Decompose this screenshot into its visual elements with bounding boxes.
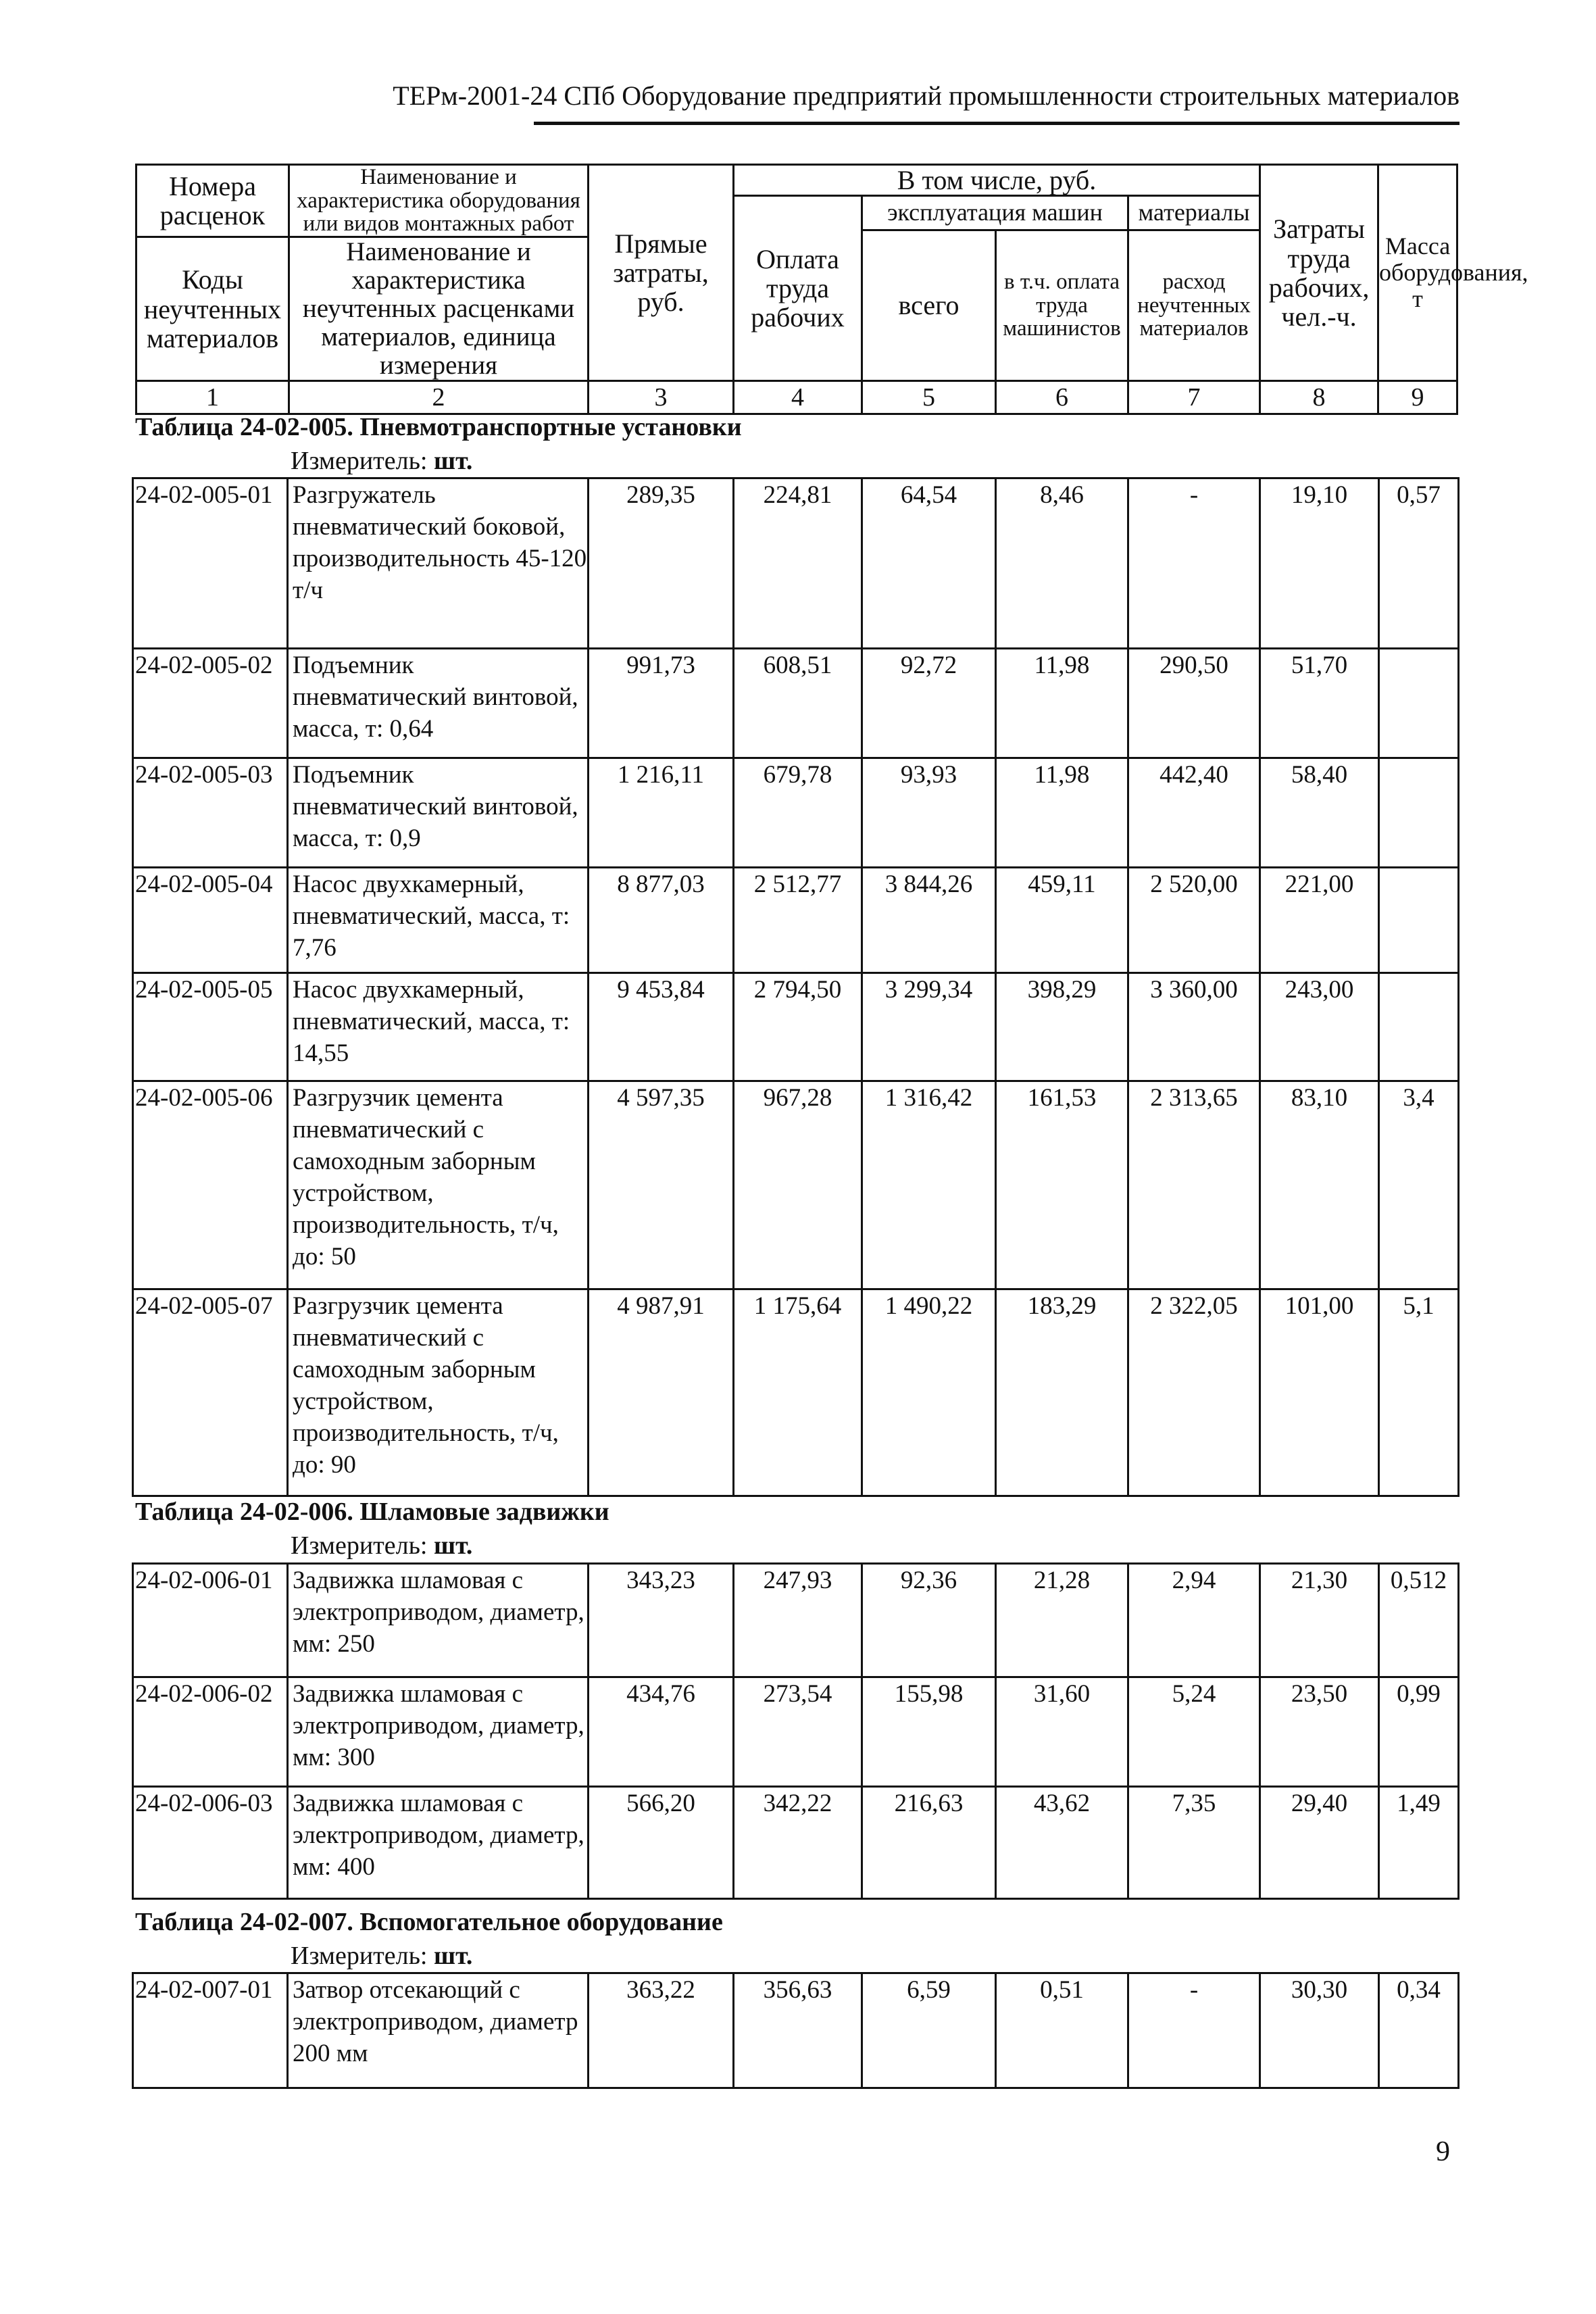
rate-name: Разгрузчик цемента пневматический с самоходным заборным устройством, производительность, т/ч, до: 50	[288, 1081, 589, 1289]
unit-line	[291, 1531, 472, 1560]
rate-name: Задвижка шламовая с электроприводом, диаметр, мм: 250	[288, 1564, 589, 1677]
rate-name: Задвижка шламовая с электроприводом, диаметр, мм: 400	[288, 1787, 589, 1899]
labor-hours: 29,40	[1260, 1787, 1379, 1899]
header-unaccounted-materials: расход неучтенных материалов	[1128, 230, 1260, 381]
table-row	[133, 973, 1459, 1081]
operator-pay: 31,60	[996, 1677, 1128, 1787]
labor-hours: 23,50	[1260, 1677, 1379, 1787]
operator-pay: 11,98	[996, 758, 1128, 868]
labor-pay: 2 794,50	[734, 973, 862, 1081]
direct-costs: 991,73	[589, 649, 734, 758]
rates-table-005	[132, 477, 1460, 1497]
machines-total: 6,59	[862, 1973, 996, 2088]
machines-total: 92,72	[862, 649, 996, 758]
header-machines-total: всего	[862, 230, 996, 381]
equipment-mass: 0,99	[1379, 1677, 1459, 1787]
labor-pay: 247,93	[734, 1564, 862, 1677]
labor-pay: 224,81	[734, 478, 862, 649]
labor-hours: 51,70	[1260, 649, 1379, 758]
operator-pay: 459,11	[996, 868, 1128, 973]
unit-label: Измеритель:	[291, 1531, 428, 1560]
machines-total: 3 844,26	[862, 868, 996, 973]
header-rate-numbers: Номера расценок	[136, 165, 289, 237]
column-number: 7	[1128, 381, 1260, 414]
unit-value: шт.	[434, 447, 473, 475]
header-operator-pay: в т.ч. оплата труда машинистов	[996, 230, 1128, 381]
header-rule	[534, 122, 1460, 125]
header-labor-pay: Оплата труда рабочих	[734, 196, 862, 381]
materials-value: 3 360,00	[1128, 973, 1260, 1081]
machines-total: 64,54	[862, 478, 996, 649]
table-row	[133, 758, 1459, 868]
table-row	[133, 1973, 1459, 2088]
rate-name: Затвор отсекающий с электроприводом, диаметр 200 мм	[288, 1973, 589, 2088]
column-number: 9	[1378, 381, 1457, 414]
column-number: 5	[862, 381, 996, 414]
operator-pay: 161,53	[996, 1081, 1128, 1289]
labor-pay: 356,63	[734, 1973, 862, 2088]
equipment-mass: 0,512	[1379, 1564, 1459, 1677]
rate-name: Подъемник пневматический винтовой, масса, т: 0,64	[288, 649, 589, 758]
labor-hours: 19,10	[1260, 478, 1379, 649]
labor-hours: 243,00	[1260, 973, 1379, 1081]
table-caption: Таблица 24-02-007. Вспомогательное оборудование	[135, 1908, 723, 1936]
materials-value: 5,24	[1128, 1677, 1260, 1787]
materials-value: 2 520,00	[1128, 868, 1260, 973]
rate-code: 24-02-006-03	[133, 1787, 288, 1899]
materials-value: -	[1128, 478, 1260, 649]
rate-name: Подъемник пневматический винтовой, масса, т: 0,9	[288, 758, 589, 868]
column-number: 1	[136, 381, 289, 414]
rate-name: Задвижка шламовая с электроприводом, диаметр, мм: 300	[288, 1677, 589, 1787]
direct-costs: 434,76	[589, 1677, 734, 1787]
equipment-mass	[1379, 649, 1459, 758]
labor-pay: 967,28	[734, 1081, 862, 1289]
machines-total: 93,93	[862, 758, 996, 868]
header-mass: Масса оборудования, т	[1378, 165, 1457, 381]
rates-table-006	[132, 1562, 1460, 1900]
table-row	[133, 478, 1459, 649]
table-caption: Таблица 24-02-005. Пневмотранспортные установки	[135, 413, 742, 441]
operator-pay: 398,29	[996, 973, 1128, 1081]
operator-pay: 11,98	[996, 649, 1128, 758]
rate-name: Насос двухкамерный, пневматический, масса, т: 14,55	[288, 973, 589, 1081]
page-number: 9	[1436, 2136, 1450, 2167]
running-header: ТЕРм-2001-24 СПб Оборудование предприятий промышленности строительных материалов	[393, 80, 1460, 111]
unit-value: шт.	[434, 1942, 473, 1970]
labor-pay: 1 175,64	[734, 1289, 862, 1496]
unit-line	[291, 1941, 472, 1971]
unit-value: шт.	[434, 1531, 473, 1560]
materials-value: 2 313,65	[1128, 1081, 1260, 1289]
direct-costs: 9 453,84	[589, 973, 734, 1081]
materials-value: -	[1128, 1973, 1260, 2088]
rate-code: 24-02-005-07	[133, 1289, 288, 1496]
direct-costs: 343,23	[589, 1564, 734, 1677]
equipment-mass: 0,57	[1379, 478, 1459, 649]
labor-hours: 83,10	[1260, 1081, 1379, 1289]
labor-hours: 221,00	[1260, 868, 1379, 973]
operator-pay: 8,46	[996, 478, 1128, 649]
table-row	[133, 1289, 1459, 1496]
table-row	[133, 1564, 1459, 1677]
labor-hours: 21,30	[1260, 1564, 1379, 1677]
direct-costs: 566,20	[589, 1787, 734, 1899]
operator-pay: 21,28	[996, 1564, 1128, 1677]
direct-costs: 4 597,35	[589, 1081, 734, 1289]
labor-pay: 608,51	[734, 649, 862, 758]
materials-value: 7,35	[1128, 1787, 1260, 1899]
operator-pay: 43,62	[996, 1787, 1128, 1899]
equipment-mass	[1379, 868, 1459, 973]
column-number: 6	[996, 381, 1128, 414]
direct-costs: 4 987,91	[589, 1289, 734, 1496]
header-labor-hours: Затраты труда рабочих, чел.-ч.	[1260, 165, 1378, 381]
unit-line	[291, 446, 472, 476]
column-number: 8	[1260, 381, 1378, 414]
column-number: 2	[289, 381, 589, 414]
header-machine-operation: эксплуатация машин	[862, 196, 1128, 230]
unit-label: Измеритель:	[291, 1942, 428, 1970]
table-row	[133, 649, 1459, 758]
rate-code: 24-02-006-02	[133, 1677, 288, 1787]
rate-code: 24-02-005-04	[133, 868, 288, 973]
equipment-mass	[1379, 758, 1459, 868]
table-row	[133, 868, 1459, 973]
machines-total: 1 316,42	[862, 1081, 996, 1289]
header-material-name: Наименование и характеристика неучтенных расценками материалов, единица измерения	[289, 237, 589, 381]
table-row	[133, 1677, 1459, 1787]
machines-total: 1 490,22	[862, 1289, 996, 1496]
rate-code: 24-02-007-01	[133, 1973, 288, 2088]
materials-value: 2,94	[1128, 1564, 1260, 1677]
direct-costs: 1 216,11	[589, 758, 734, 868]
operator-pay: 0,51	[996, 1973, 1128, 2088]
rates-table-007	[132, 1972, 1460, 2089]
rate-code: 24-02-005-01	[133, 478, 288, 649]
table-row	[133, 1787, 1459, 1899]
materials-value: 290,50	[1128, 649, 1260, 758]
column-number: 4	[734, 381, 862, 414]
labor-pay: 2 512,77	[734, 868, 862, 973]
machines-total: 3 299,34	[862, 973, 996, 1081]
labor-pay: 679,78	[734, 758, 862, 868]
header-equipment-name: Наименование и характеристика оборудования или видов монтажных работ	[289, 165, 589, 237]
column-header-table	[135, 164, 1528, 415]
header-direct-costs: Прямые затраты, руб.	[589, 165, 734, 381]
rate-code: 24-02-006-01	[133, 1564, 288, 1677]
header-material-codes: Коды неучтенных материалов	[136, 237, 289, 381]
machines-total: 216,63	[862, 1787, 996, 1899]
materials-value: 2 322,05	[1128, 1289, 1260, 1496]
header-materials: материалы	[1128, 196, 1260, 230]
unit-label: Измеритель:	[291, 447, 428, 475]
direct-costs: 8 877,03	[589, 868, 734, 973]
equipment-mass	[1379, 973, 1459, 1081]
labor-pay: 273,54	[734, 1677, 862, 1787]
rate-name: Насос двухкамерный, пневматический, масса, т: 7,76	[288, 868, 589, 973]
rate-code: 24-02-005-06	[133, 1081, 288, 1289]
machines-total: 92,36	[862, 1564, 996, 1677]
machines-total: 155,98	[862, 1677, 996, 1787]
rate-code: 24-02-005-03	[133, 758, 288, 868]
labor-pay: 342,22	[734, 1787, 862, 1899]
rate-code: 24-02-005-05	[133, 973, 288, 1081]
operator-pay: 183,29	[996, 1289, 1128, 1496]
header-including: В том числе, руб.	[734, 165, 1260, 196]
rate-name: Разгружатель пневматический боковой, производительность 45-120 т/ч	[288, 478, 589, 649]
table-row	[133, 1081, 1459, 1289]
materials-value: 442,40	[1128, 758, 1260, 868]
equipment-mass: 0,34	[1379, 1973, 1459, 2088]
labor-hours: 30,30	[1260, 1973, 1379, 2088]
equipment-mass: 1,49	[1379, 1787, 1459, 1899]
table-caption: Таблица 24-02-006. Шламовые задвижки	[135, 1498, 609, 1526]
labor-hours: 101,00	[1260, 1289, 1379, 1496]
rate-code: 24-02-005-02	[133, 649, 288, 758]
equipment-mass: 5,1	[1379, 1289, 1459, 1496]
equipment-mass: 3,4	[1379, 1081, 1459, 1289]
rate-name: Разгрузчик цемента пневматический с самоходным заборным устройством, производительность, т/ч, до: 90	[288, 1289, 589, 1496]
labor-hours: 58,40	[1260, 758, 1379, 868]
direct-costs: 289,35	[589, 478, 734, 649]
column-number: 3	[589, 381, 734, 414]
direct-costs: 363,22	[589, 1973, 734, 2088]
